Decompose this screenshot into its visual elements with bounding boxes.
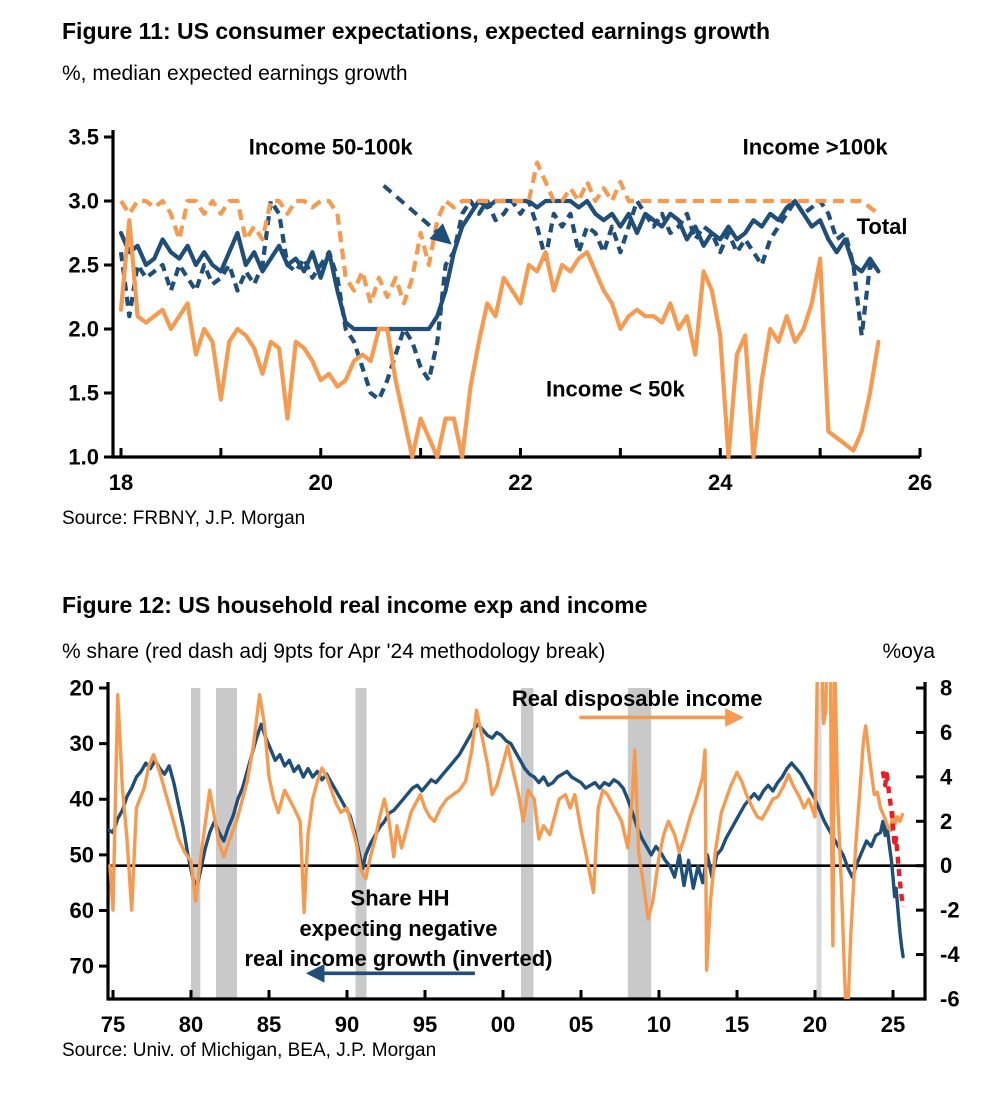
series-label: expecting negative [299, 915, 498, 941]
figure12-subtitle-row [62, 640, 935, 664]
x-tick-label: 20 [802, 1012, 828, 1037]
x-tick-label: 18 [108, 470, 134, 495]
series-label: Total [856, 214, 908, 240]
y-tick-label: 2.0 [68, 316, 99, 342]
left-tick-label: 20 [69, 675, 94, 701]
figure12-source: Source: Univ. of Michigan, BEA, J.P. Morgan [62, 1040, 437, 1061]
x-tick-label: 26 [907, 470, 933, 495]
x-tick-label: 00 [490, 1012, 516, 1037]
series-label: Real disposable income [511, 686, 763, 712]
left-tick-label: 30 [69, 731, 94, 757]
figure11-title: Figure 11: US consumer expectations, expected earnings growth [62, 18, 771, 44]
right-tick-label: -6 [940, 986, 960, 1012]
x-tick-label: 75 [100, 1012, 126, 1037]
x-tick-label: 15 [724, 1012, 750, 1037]
series-label: Income 50-100k [248, 134, 413, 160]
x-tick-label: 05 [568, 1012, 594, 1037]
series-income-100k [121, 163, 878, 304]
figure11-chart [68, 125, 932, 496]
right-tick-label: 0 [940, 853, 953, 879]
x-tick-label: 90 [334, 1012, 360, 1037]
left-tick-label: 50 [69, 842, 94, 868]
figure12-axis-unit-right: %oya [882, 640, 935, 663]
x-tick-label: 80 [178, 1012, 204, 1037]
right-tick-label: -4 [940, 942, 960, 968]
x-tick-label: 10 [646, 1012, 672, 1037]
x-tick-label: 25 [880, 1012, 906, 1037]
right-tick-label: 4 [940, 764, 953, 790]
series-label: Income < 50k [545, 376, 685, 402]
figure12-title: Figure 12: US household real income exp and income [62, 592, 648, 618]
x-tick-label: 20 [308, 470, 333, 495]
figure11-subtitle: %, median expected earnings growth [62, 62, 408, 85]
figure11-source: Source: FRBNY, J.P. Morgan [62, 508, 306, 529]
left-tick-label: 40 [69, 786, 94, 812]
figure12-chart [70, 555, 961, 1037]
y-tick-label: 1.5 [68, 380, 99, 406]
y-tick-label: 3.5 [68, 124, 99, 150]
series-total [121, 201, 878, 329]
series-label: real income growth (inverted) [244, 945, 553, 971]
right-tick-label: 2 [940, 808, 953, 834]
figure12-subtitle-left: % share (red dash adj 9pts for Apr '24 methodology break) [62, 640, 606, 663]
right-tick-label: 6 [940, 719, 953, 745]
x-tick-label: 95 [412, 1012, 438, 1037]
series-label: Income >100k [742, 134, 888, 160]
y-tick-label: 3.0 [68, 188, 99, 214]
right-tick-label: -2 [940, 897, 960, 923]
y-tick-label: 2.5 [68, 252, 99, 278]
right-tick-label: 8 [940, 675, 953, 701]
left-tick-label: 70 [69, 953, 94, 979]
x-tick-label: 24 [708, 470, 733, 495]
x-tick-label: 22 [508, 470, 533, 495]
left-tick-label: 60 [69, 897, 94, 923]
series-label: Share HH [350, 885, 450, 911]
y-tick-label: 1.0 [68, 444, 99, 470]
x-tick-label: 85 [256, 1012, 282, 1037]
recession-band [191, 688, 200, 999]
